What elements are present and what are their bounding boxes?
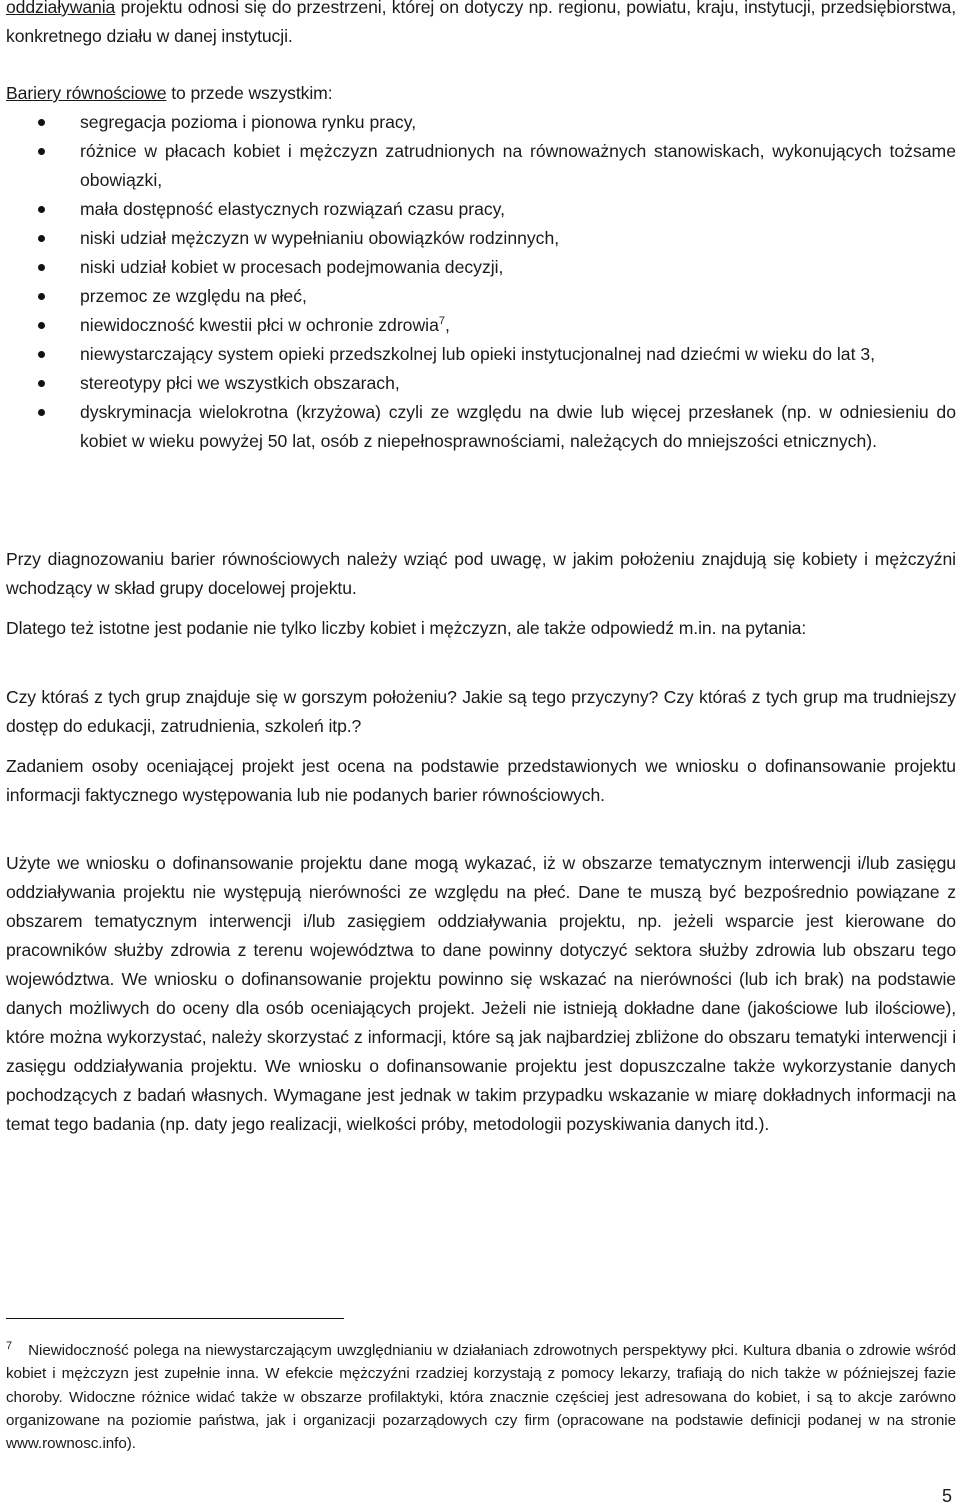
bullet-icon [38, 235, 45, 242]
footnote-mark: 7 [6, 1340, 13, 1353]
bullet-icon [38, 380, 45, 387]
bullet-icon [38, 322, 45, 329]
list-item: dyskryminacja wielokrotna (krzyżowa) czyli ze względu na dwie lub więcej przesłanek (np. w odniesieniu do kobiet w wieku powyżej 50 lat, osób z niepełnosprawnościami, należących do mniejszości etnicznych). [6, 398, 956, 456]
barriers-intro [6, 79, 956, 108]
list-item: niewidoczność kwestii płci w ochronie zdrowia$^7$, [6, 311, 956, 340]
list-item: mała dostępność elastycznych rozwiązań czasu pracy, [6, 195, 956, 224]
bullet-icon [38, 206, 45, 213]
paragraph-assessor-task: Zadaniem osoby oceniającej projekt jest ocena na podstawie przedstawionych we wniosku o dofinansowanie projektu informacji faktycznego występowania lub nie podanych barier równościowych. [6, 756, 956, 805]
page-number: 5 [941, 1486, 952, 1506]
list-item: niski udział kobiet w procesach podejmowania decyzji, [6, 253, 956, 282]
list-item: segregacja pozioma i pionowa rynku pracy, [6, 108, 956, 137]
continued-paragraph [6, 0, 956, 51]
footnote [6, 1339, 956, 1455]
barriers-list [6, 108, 956, 456]
paragraph-questions-intro: Dlatego też istotne jest podanie nie tylko liczby kobiet i mężczyzn, ale także odpowiedź m.in. na pytania: [6, 618, 807, 638]
bullet-icon [38, 119, 45, 126]
paragraph-diagnosis: Przy diagnozowaniu barier równościowych należy wziąć pod uwagę, w jakim położeniu znajdują się kobiety i mężczyźni wchodzący w skład grupy docelowej projektu. [6, 549, 956, 598]
paragraph-questions: Czy któraś z tych grup znajduje się w gorszym położeniu? Jakie są tego przyczyny? Czy któraś z tych grup ma trudniejszy dostęp do edukacji, zatrudnienia, szkoleń itp.? [6, 687, 956, 736]
footnote-divider [6, 1318, 344, 1319]
footnote-text: Niewidoczność polega na niewystarczającym uwzględnianiu w działaniach zdrowotnych perspektywy płci. Kultura dbania o zdrowie wśród kobiet i mężczyzn jest zupełnie inna. W efekcie mężczyźni rzadziej korzystają z pomocy lekarzy, trafiają do nich także w późniejszej fazie choroby. Widoczne różnice widać także w obszarze profilaktyki, która znacznie częściej jest adresowana do kobiet, i są to akcje zarówno organizowane na poziomie państwa, jak i organizacji pozarządowych czy firm (opracowane na podstawie definicji podanej w na stronie www.rownosc.info). [6, 1342, 956, 1452]
list-item: stereotypy płci we wszystkich obszarach, [6, 369, 956, 398]
list-item: przemoc ze względu na płeć, [6, 282, 956, 311]
list-item: niewystarczający system opieki przedszkolnej lub opieki instytucjonalnej nad dziećmi w wieku do lat 3, [6, 340, 956, 369]
paragraph-data-usage: Użyte we wniosku o dofinansowanie projektu dane mogą wykazać, iż w obszarze tematycznym interwencji i/lub zasięgu oddziaływania projektu nie występują nierówności ze względu na płeć. Dane te muszą być bezpośrednio powiązane z obszarem tematycznym interwencji i/lub zasięgiem oddziaływania projektu, np. jeżeli wsparcie jest kierowane do pracowników służby zdrowia z terenu województwa to dane powinny dotyczyć sektora służby zdrowia lub obszaru tego województwa. We wniosku o dofinansowanie projektu powinno się wskazać na nierówności (lub ich brak) na podstawie danych możliwych do oceny dla osób oceniających projekt. Jeżeli nie istnieją dokładne dane (jakościowe lub ilościowe), które można wykorzystać, należy skorzystać z informacji, które są jak najbardziej zbliżone do obszaru tematyki interwencji i zasięgu oddziaływania projektu. We wniosku o dofinansowanie projektu jest dopuszczalne także wykorzystanie danych pochodzących z badań własnych. Wymagane jest jednak w takim przypadku wskazanie w miarę dokładnych informacji na temat tego badania (np. daty jego realizacji, wielkości próby, metodologii pozyskiwania danych itd.). [6, 853, 956, 1134]
bullet-icon [38, 148, 45, 155]
footnote-reference[interactable]: 7 [438, 315, 445, 328]
list-item: różnice w płacach kobiet i mężczyzn zatrudnionych na równoważnych stanowiskach, wykonujących tożsame obowiązki, [6, 137, 956, 195]
underlined-term: Bariery równościowe [6, 83, 167, 103]
list-item: niski udział mężczyzn w wypełnianiu obowiązków rodzinnych, [6, 224, 956, 253]
bullet-icon [38, 293, 45, 300]
underlined-term: oddziaływania [6, 0, 116, 17]
bullet-icon [38, 409, 45, 416]
bullet-icon [38, 351, 45, 358]
intro-text: to przede wszystkim: [166, 83, 333, 103]
bullet-icon [38, 264, 45, 271]
paragraph-text: projektu odnosi się do przestrzeni, której on dotyczy np. regionu, powiatu, kraju, instytucji, przedsiębiorstwa, konkretnego działu w danej instytucji. [6, 0, 956, 46]
